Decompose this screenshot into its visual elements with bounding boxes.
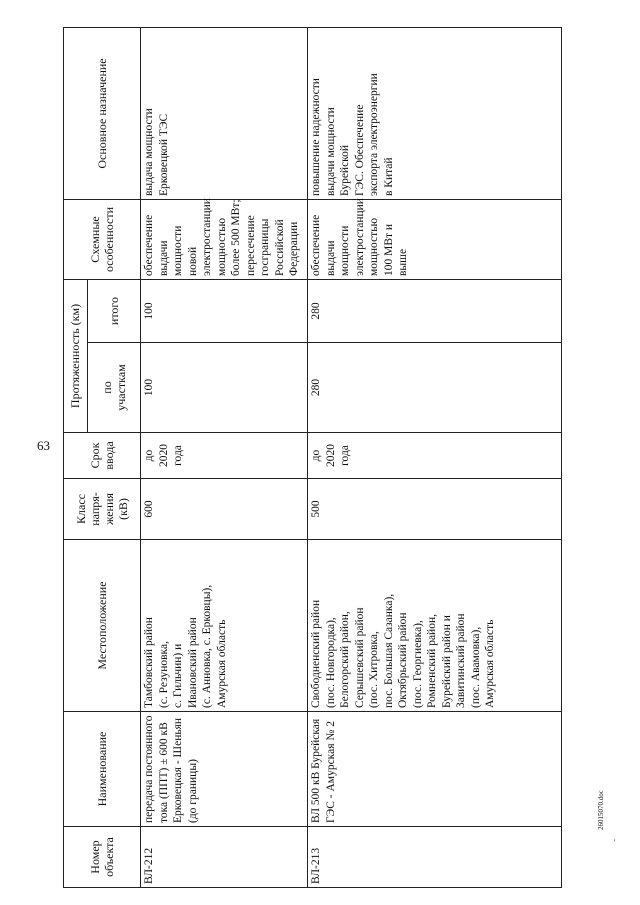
header-name: Наименование xyxy=(64,712,141,827)
cell-by-sections: 100 xyxy=(141,343,308,433)
footer-mark: ' xyxy=(614,838,616,847)
header-features: Схемные особенности xyxy=(64,200,141,280)
cell-total: 280 xyxy=(308,280,562,343)
rotated-table-container xyxy=(63,28,616,888)
cell-by-sections: 280 xyxy=(308,343,562,433)
cell-location: Тамбовский район (с. Резуновка, с. Гильчин) и Ивановский район (с. Анновка, с. Ерковцы), Амурская область xyxy=(141,540,308,712)
cell-number: ВЛ-212 xyxy=(141,827,308,888)
cell-term: до 2020 года xyxy=(308,433,562,479)
cell-features: обеспечение выдачи мощности электростанции мощностью 100 МВт и выше xyxy=(308,200,562,280)
cell-number: ВЛ-213 xyxy=(308,827,562,888)
table-row xyxy=(141,28,308,888)
cell-purpose: повышение надежности выдачи мощности Бурейской ГЭС. Обеспечение экспорта электроэнергии в Китай xyxy=(308,28,562,200)
header-voltage: Класс напря- жения (кВ) xyxy=(64,479,141,540)
header-term: Срок ввода xyxy=(64,433,141,479)
cell-purpose: выдача мощности Ерковецкой ТЭС xyxy=(141,28,308,200)
cell-location: Свободненский район (пос. Новгородка), Белогорский район, Серышевский район (пос. Хитровка, пос. Большая Сазанка), Октябрьский район (пос. Георгиевка), Ромненский район, Бурейский район и Завитинский район (пос. Авамовка), Амурская область xyxy=(308,540,562,712)
cell-term: до 2020 года xyxy=(141,433,308,479)
header-purpose: Основное назначение xyxy=(64,28,141,200)
footer-document-name: 26015070.doc xyxy=(597,790,605,830)
page-number: 63 xyxy=(37,438,50,453)
cell-features: обеспечение выдачи мощности новой электростанции мощностью более 500 МВт; пересечение госграницы Российской Федерации xyxy=(141,200,308,280)
cell-name: ВЛ 500 кВ Бурейская ГЭС - Амурская № 2 xyxy=(308,712,562,827)
cell-total: 100 xyxy=(141,280,308,343)
objects-table xyxy=(63,27,562,888)
cell-name: передача постоянного тока (ППТ) ± 600 кВ Ерковецкая - Шеньян (до границы) xyxy=(141,712,308,827)
header-total: итого xyxy=(88,280,141,343)
table-row xyxy=(308,28,562,888)
cell-voltage: 500 xyxy=(308,479,562,540)
header-length: Протяженность (км) xyxy=(64,280,88,433)
header-number: Номер объекта xyxy=(64,827,141,888)
cell-voltage: 600 xyxy=(141,479,308,540)
header-location: Местоположение xyxy=(64,540,141,712)
header-by-sections: по участкам xyxy=(88,343,141,433)
